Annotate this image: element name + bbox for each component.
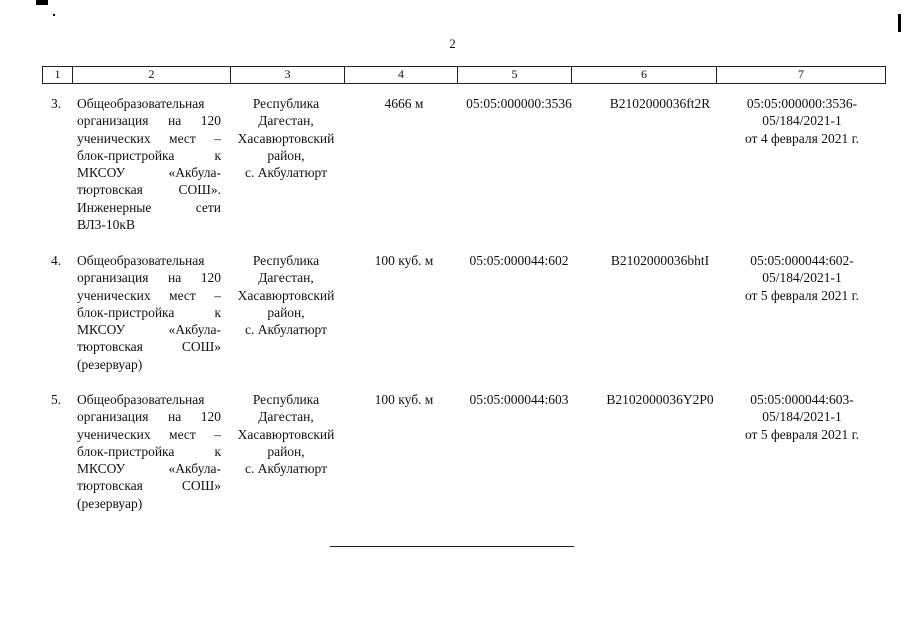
header-col-7: 7 xyxy=(716,67,886,83)
object-size: 100 куб. м xyxy=(374,253,434,268)
scan-dot xyxy=(53,14,55,16)
registration-record: 05:05:000000:3536- 05/184/2021-1 от 4 февраля 2021 г. xyxy=(744,96,860,146)
header-col-6: 6 xyxy=(571,67,716,83)
object-location: Республика Дагестан, Хасавюртовский район, с. Акбулатюрт xyxy=(237,392,335,477)
header-col-1: 1 xyxy=(42,67,72,83)
object-size: 100 куб. м xyxy=(374,392,434,407)
cadastral-number: 05:05:000000:3536 xyxy=(466,96,572,111)
object-location: Республика Дагестан, Хасавюртовский район, с. Акбулатюрт xyxy=(237,253,335,338)
scan-mark xyxy=(36,0,48,5)
cadastral-number: 05:05:000044:602 xyxy=(469,253,569,268)
row-number: 3. xyxy=(51,96,62,111)
object-location: Республика Дагестан, Хасавюртовский район, с. Акбулатюрт xyxy=(237,96,335,181)
object-code: B2102000036bhtI xyxy=(610,253,710,268)
scan-edge-mark xyxy=(898,14,901,32)
object-code: B2102000036ft2R xyxy=(609,96,711,111)
header-col-4: 4 xyxy=(344,67,457,83)
object-code: B2102000036Y2P0 xyxy=(606,392,714,407)
object-name: Общеобразовательная организация на 120 ученических мест – блок-пристройка к МКСОУ «Акбула- тюртовская СОШ» (резервуар) xyxy=(77,253,221,372)
registration-record: 05:05:000044:602- 05/184/2021-1 от 5 февраля 2021 г. xyxy=(744,253,860,303)
object-name: Общеобразовательная организация на 120 ученических мест – блок-пристройка к МКСОУ «Акбула- тюртовская СОШ». Инженерные сети ВЛ3-10кВ xyxy=(77,96,221,233)
header-col-5: 5 xyxy=(457,67,571,83)
row-number: 5. xyxy=(51,392,62,407)
page-number: 2 xyxy=(449,36,456,51)
object-name: Общеобразовательная организация на 120 ученических мест – блок-пристройка к МКСОУ «Акбула- тюртовская СОШ» (резервуар) xyxy=(77,392,221,511)
object-size: 4666 м xyxy=(384,96,424,111)
header-col-3: 3 xyxy=(230,67,344,83)
table-header-row xyxy=(42,66,886,84)
registration-record: 05:05:000044:603- 05/184/2021-1 от 5 февраля 2021 г. xyxy=(744,392,860,442)
row-number: 4. xyxy=(51,253,62,268)
closing-rule xyxy=(330,546,574,547)
cadastral-number: 05:05:000044:603 xyxy=(469,392,569,407)
header-col-2: 2 xyxy=(72,67,230,83)
